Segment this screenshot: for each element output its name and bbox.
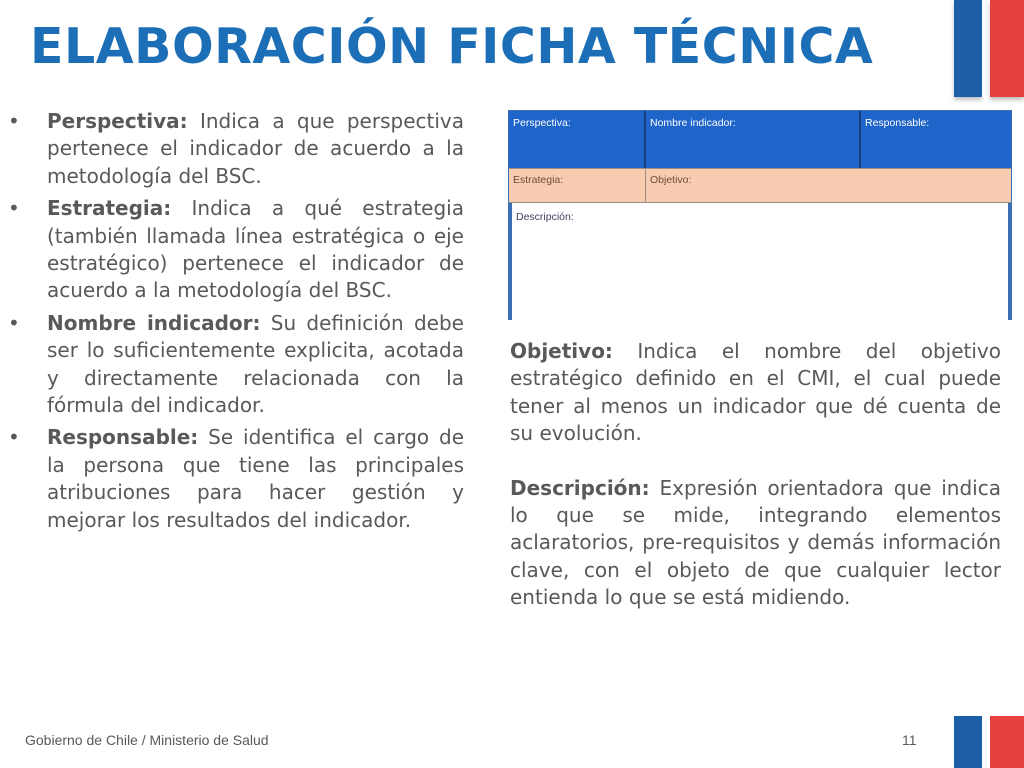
list-item <box>8 310 464 420</box>
list-item <box>8 108 464 190</box>
list-item <box>8 195 464 305</box>
page-number: 11 <box>902 732 917 748</box>
definition-perspectiva: Indica a que perspectiva pertenece el indicador de acuerdo a la metodología del BSC. <box>47 109 464 188</box>
form-cell-estrategia: Estrategia: <box>509 169 646 202</box>
ficha-tecnica-form-image <box>508 110 1012 320</box>
paragraph-objetivo <box>510 338 1001 448</box>
form-cell-nombre-indicador: Nombre indicador: <box>646 111 861 168</box>
term-estrategia: Estrategia: <box>47 196 172 221</box>
form-cell-responsable: Responsable: <box>865 117 930 129</box>
right-definitions <box>510 338 1001 639</box>
bullet-icon: • <box>8 310 20 335</box>
form-cell-perspectiva: Perspectiva: <box>509 111 646 168</box>
term-responsable: Responsable: <box>47 425 199 450</box>
form-row-estrategia <box>509 168 1011 203</box>
definitions-list <box>8 108 464 539</box>
form-cell-objetivo: Objetivo: <box>650 174 692 186</box>
definition-responsable: Se identifica el cargo de la persona que tiene las principales atribuciones para hacer gestión y mejorar los resultados del indicador. <box>47 425 464 532</box>
slide-title: ELABORACIÓN FICHA TÉCNICA <box>30 18 874 75</box>
paragraph-descripcion <box>510 475 1001 612</box>
list-item <box>8 424 464 534</box>
definition-nombre-indicador: Su definición debe ser lo suficientemente explicita, acotada y directamente relacionada con la fórmula del indicador. <box>47 310 464 418</box>
bullet-icon: • <box>8 196 20 221</box>
bullet-icon: • <box>8 109 20 133</box>
definition-descripcion: Expresión orientadora que indica lo que se mide, integrando elementos aclaratorios, pre-requisitos y demás información clave, con el objeto de que cualquier lector entienda lo que se está midiendo. <box>510 475 1001 610</box>
form-row-descripcion <box>509 203 1011 320</box>
term-perspectiva: Perspectiva: <box>47 109 188 133</box>
chile-flag-stripes-top <box>942 0 1024 97</box>
chile-flag-stripes-bottom <box>942 716 1024 768</box>
form-row-header <box>509 111 1011 168</box>
form-cell-descripcion: Descripción: <box>516 211 574 223</box>
footer-text: Gobierno de Chile / Ministerio de Salud <box>25 732 269 748</box>
bullet-icon: • <box>8 425 20 450</box>
definition-objetivo: Indica el nombre del objetivo estratégico definido en el CMI, el cual puede tener al menos un indicador que dé cuenta de su evolución. <box>510 339 1001 446</box>
term-objetivo: Objetivo: <box>510 339 613 363</box>
definition-estrategia: Indica a qué estrategia (también llamada línea estratégica o eje estratégico) pertenece el indicador de acuerdo a la metodología del BSC. <box>47 196 464 303</box>
term-descripcion: Descripción: <box>510 475 650 500</box>
term-nombre-indicador: Nombre indicador: <box>47 310 261 335</box>
